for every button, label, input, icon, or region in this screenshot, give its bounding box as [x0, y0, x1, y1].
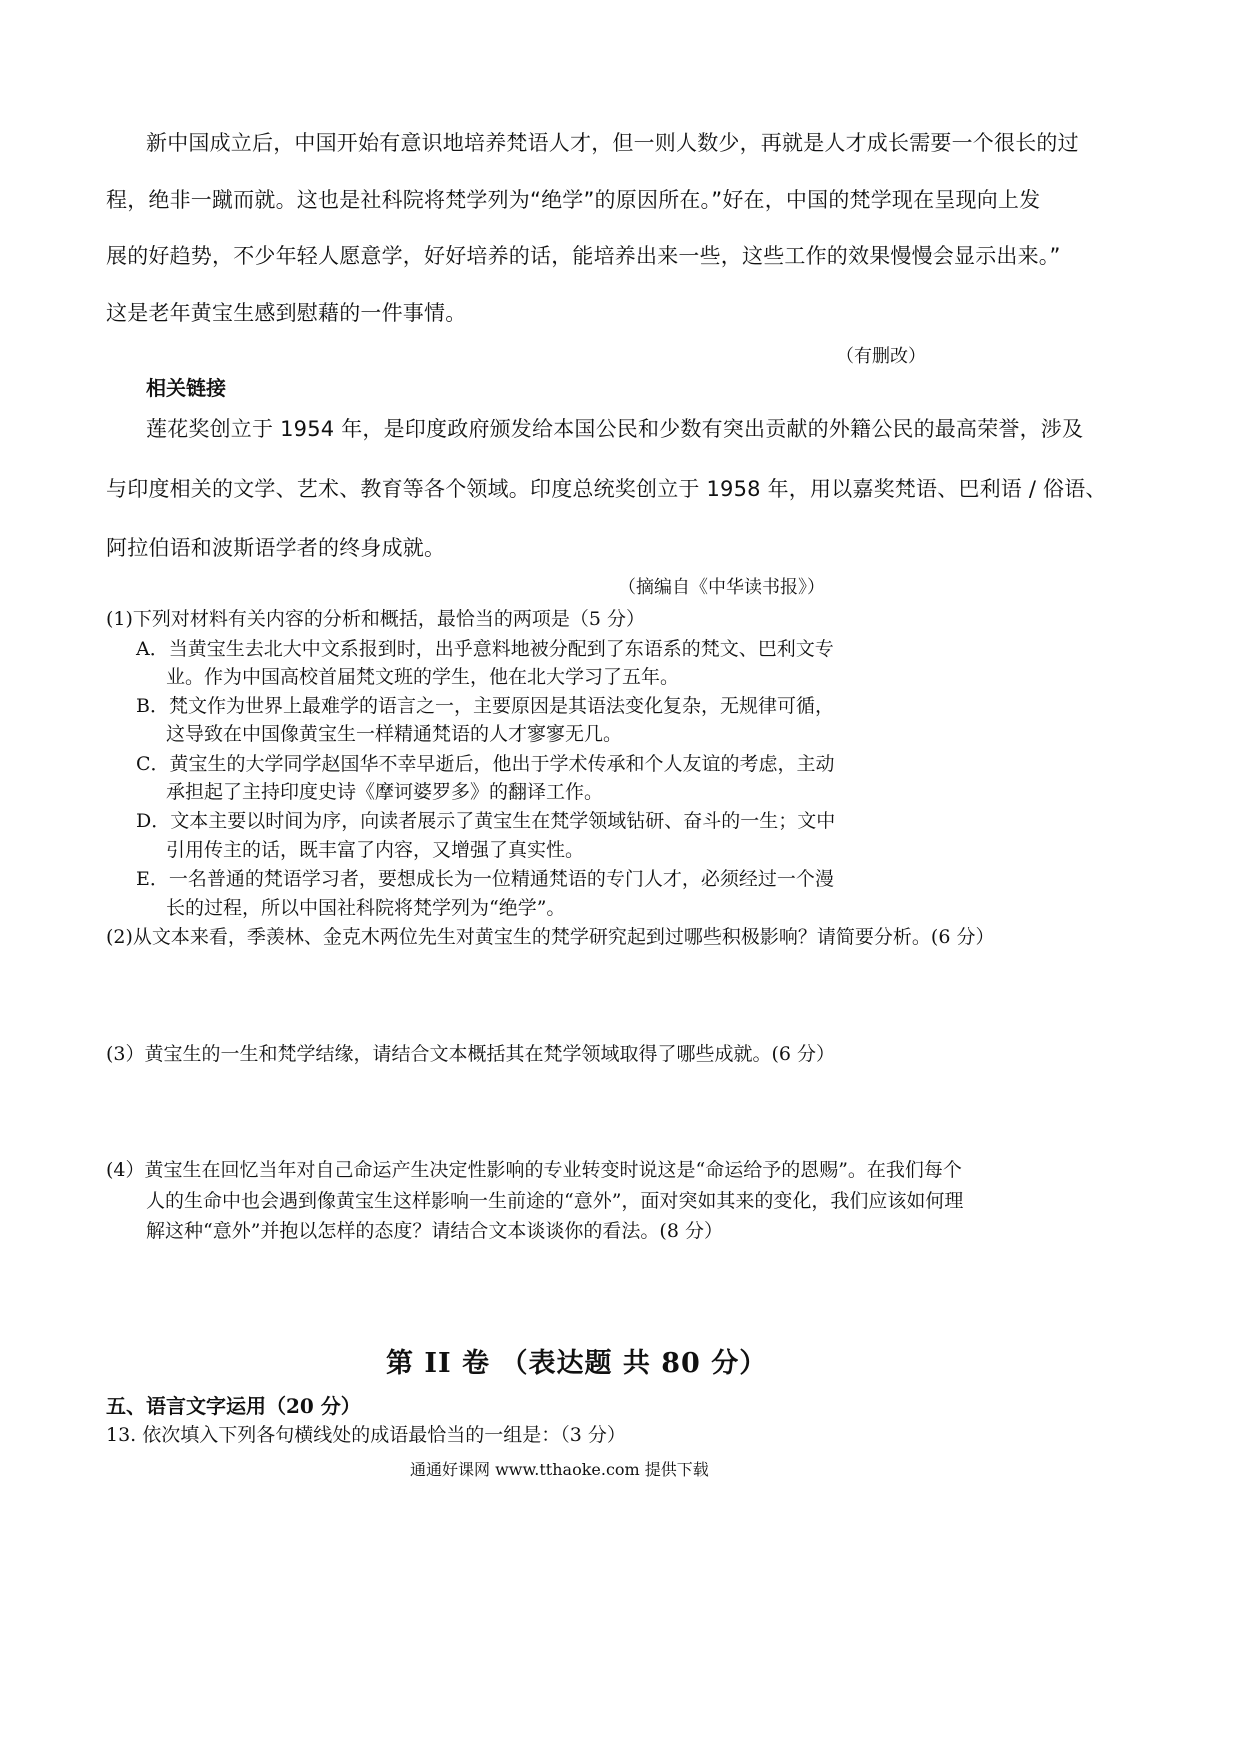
question-4-line: 解这种“意外”并抱以怎样的态度？请结合文本谈谈你的看法。(8 分）: [146, 1220, 723, 1242]
option-e-line1: E．一名普通的梵语学习者，要想成长为一位精通梵语的专门人才，必须经过一个漫: [136, 868, 834, 890]
passage-line: 新中国成立后，中国开始有意识地培养梵语人才，但一则人数少，再就是人才成长需要一个很长的过: [146, 131, 1079, 155]
option-b-line1: B．梵文作为世界上最难学的语言之一，主要原因是其语法变化复杂，无规律可循，: [136, 695, 834, 717]
question-4-line: (4）黄宝生在回忆当年对自己命运产生决定性影响的专业转变时说这是“命运给予的恩赐”。在我们每个: [106, 1159, 962, 1181]
option-c-line1: C．黄宝生的大学同学赵国华不幸早逝后，他出于学术传承和个人友谊的考虑，主动: [136, 753, 835, 775]
passage-line: 这是老年黄宝生感到慰藉的一件事情。: [106, 301, 467, 325]
passage-line: 阿拉伯语和波斯语学者的终身成就。: [106, 536, 446, 560]
question-3: (3）黄宝生的一生和梵学结缘，请结合文本概括其在梵学领域取得了哪些成就。(6 分）: [106, 1043, 836, 1065]
option-d-line2: 引用传主的话，既丰富了内容，又增强了真实性。: [166, 839, 585, 861]
passage-line: 莲花奖创立于 1954 年，是印度政府颁发给本国公民和少数有突出贡献的外籍公民的最高荣誉，涉及: [146, 417, 1084, 441]
related-links-heading: 相关链接: [146, 376, 226, 400]
section-5-heading: 五、语言文字运用（20 分）: [106, 1394, 361, 1418]
page-footer: 通通好课网 www.tthaoke.com 提供下载: [410, 1460, 709, 1479]
revision-note: （有删改）: [836, 346, 926, 367]
question-1-stem: (1)下列对材料有关内容的分析和概括，最恰当的两项是（5 分）: [106, 608, 646, 630]
part-2-title: 第 II 卷 （表达题 共 80 分）: [386, 1348, 768, 1379]
passage-line: 与印度相关的文学、艺术、教育等各个领域。印度总统奖创立于 1958 年，用以嘉奖梵语、巴利语 / 俗语、: [106, 477, 1107, 501]
source-note: （摘编自《中华读书报》）: [618, 577, 825, 598]
question-2: (2)从文本来看，季羡林、金克木两位先生对黄宝生的梵学研究起到过哪些积极影响？请简要分析。(6 分）: [106, 926, 995, 948]
option-d-line1: D．文本主要以时间为序，向读者展示了黄宝生在梵学领域钻研、奋斗的一生；文中: [136, 810, 836, 832]
option-c-line2: 承担起了主持印度史诗《摩诃婆罗多》的翻译工作。: [166, 781, 604, 803]
question-13: 13. 依次填入下列各句横线处的成语最恰当的一组是：（3 分）: [106, 1424, 626, 1446]
option-b-line2: 这导致在中国像黄宝生一样精通梵语的人才寥寥无几。: [166, 723, 623, 745]
question-4-line: 人的生命中也会遇到像黄宝生这样影响一生前途的“意外”，面对突如其来的变化，我们应该如何理: [146, 1190, 964, 1212]
passage-line: 程，绝非一蹴而就。这也是社科院将梵学列为“绝学”的原因所在。”好在，中国的梵学现在呈现向上发: [106, 188, 1041, 212]
option-a-line2: 业。作为中国高校首届梵文班的学生，他在北大学习了五年。: [166, 666, 680, 688]
option-a-line1: A．当黄宝生去北大中文系报到时，出乎意料地被分配到了东语系的梵文、巴利文专: [136, 638, 834, 660]
option-e-line2: 长的过程，所以中国社科院将梵学列为“绝学”。: [166, 897, 566, 919]
passage-line: 展的好趋势，不少年轻人愿意学，好好培养的话，能培养出来一些，这些工作的效果慢慢会显示出来。”: [106, 244, 1061, 268]
